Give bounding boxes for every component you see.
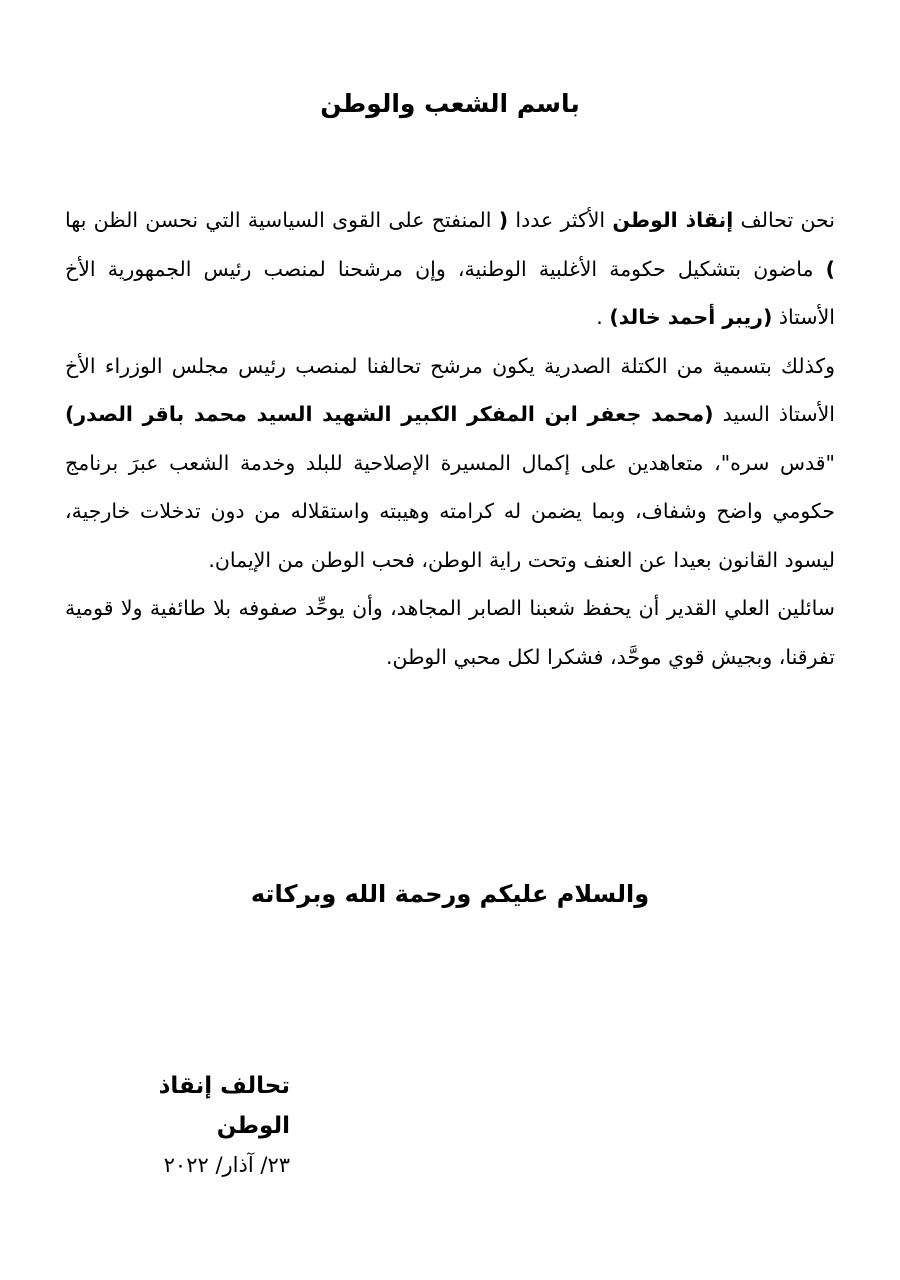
paragraph-2-text-2: "قدس سره"، متعاهدين على إكمال المسيرة الإصلاحية للبلد وخدمة الشعب عبرَ برنامج حكومي واضح وشفاف، وبما يضمن له كرامته وهيبته واستقلاله من دون تدخلات خارجية، ليسود القانون بعيدا عن العنف وتحت راية الوطن، فحب الوطن من الإيمان. — [65, 450, 835, 572]
paragraph-2-text-1: وكذلك بتسمية من الكتلة الصدرية يكون مرشح تحالفنا لمنصب رئيس مجلس الوزراء الأخ الأستاذ السيد — [65, 353, 836, 426]
paragraph-1-text-4: ماضون بتشكيل حكومة الأغلبية الوطنية، وإن مرشحنا لمنصب رئيس الجمهورية الأخ الأستاذ — [65, 256, 835, 329]
paragraph-1-text-3: المنفتح على القوى السياسية التي نحسن الظن بها — [65, 208, 499, 232]
open-parenthesis: ( — [498, 208, 509, 232]
letter-title: باسم الشعب والوطن — [320, 89, 580, 118]
paragraph-1-text-2: الأكثر عددا — [508, 208, 613, 232]
pm-candidate-name: (محمد جعفر ابن المفكر الكبير الشهيد السيد محمد باقر الصدر) — [65, 402, 714, 426]
closing-greeting: والسلام عليكم ورحمة الله وبركاته — [250, 880, 650, 908]
president-candidate-name: (ريبر أحمد خالد) — [609, 305, 773, 329]
paragraph-1-text-1: نحن تحالف — [733, 208, 835, 232]
alliance-name-bold: إنقاذ الوطن — [612, 208, 734, 232]
paragraph-1-text-5: . — [596, 305, 610, 329]
letter-body — [65, 196, 835, 681]
signature-date: ٢٣/ آذار/ ٢٠٢٢ — [163, 1153, 290, 1177]
paragraph-2 — [65, 342, 835, 585]
signature-name: تحالف إنقاذ الوطن — [158, 1073, 290, 1139]
paragraph-1 — [65, 196, 835, 342]
close-parenthesis: ) — [825, 256, 835, 281]
paragraph-3: سائلين العلي القدير أن يحفظ شعبنا الصابر المجاهد، وأن يوحِّد صفوفه بلا طائفية ولا قومية تفرقنا، وبجيش قوي موحَّد، فشكرا لكل محبي الوطن. — [65, 596, 835, 669]
signature-block — [80, 1066, 290, 1184]
